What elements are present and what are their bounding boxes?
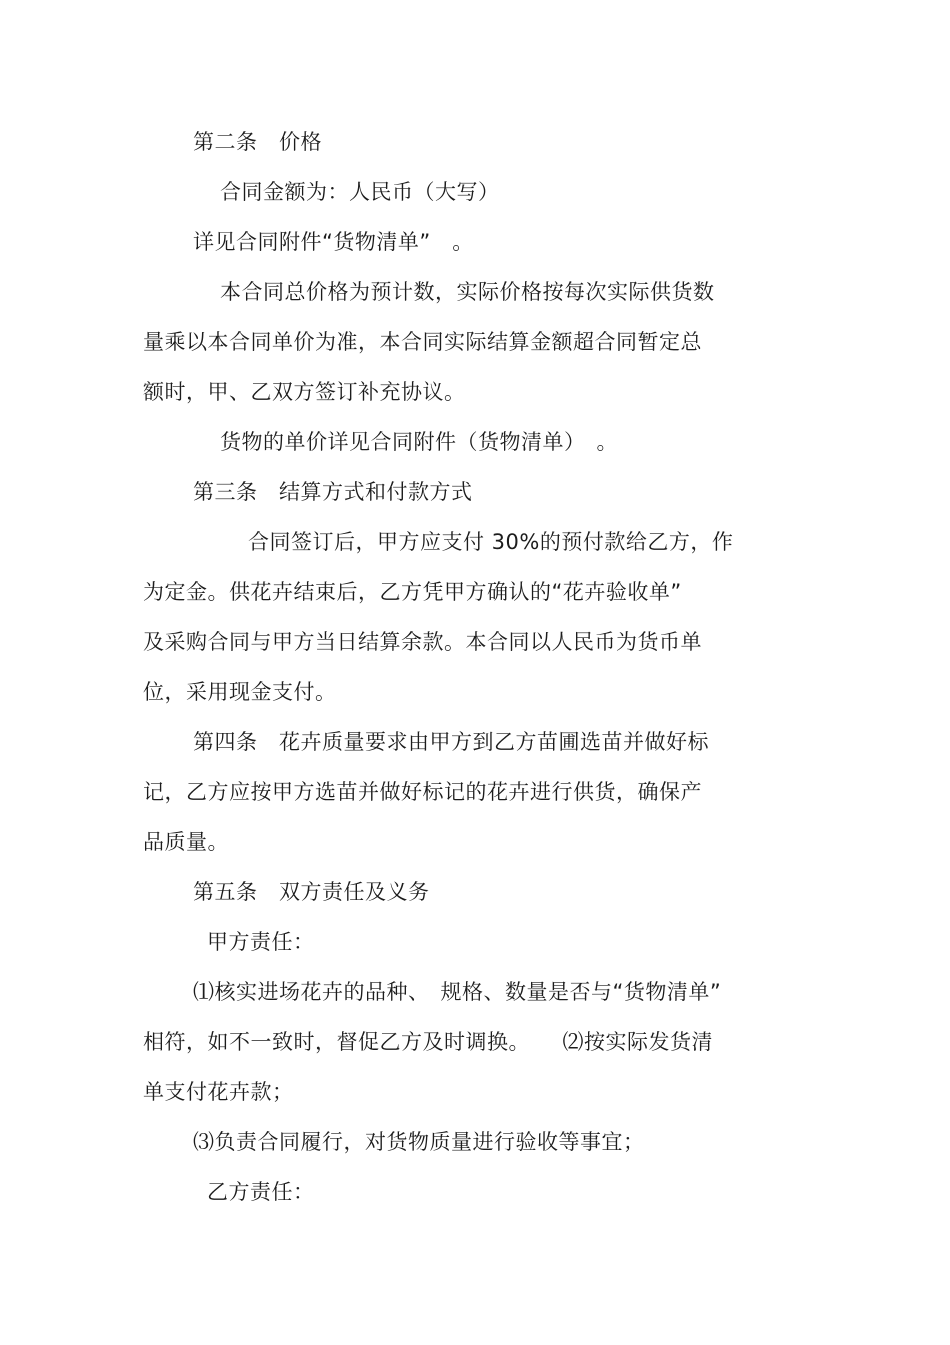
total-price-line-3: 额时，甲、乙双方签订补充协议。 bbox=[143, 380, 466, 404]
article-4-line-3: 品质量。 bbox=[143, 830, 229, 854]
article-4-line-1: 第四条 花卉质量要求由甲方到乙方苗圃选苗并做好标 bbox=[193, 730, 709, 754]
see-attachment-line: 详见合同附件“货物清单” 。 bbox=[193, 230, 474, 254]
total-price-line-1: 本合同总价格为预计数，实际价格按每次实际供货数 bbox=[220, 280, 715, 304]
payment-line-2: 为定金。供花卉结束后，乙方凭甲方确认的“花卉验收单” bbox=[143, 580, 682, 604]
party-a-item-2-line-2: 单支付花卉款； bbox=[143, 1080, 294, 1104]
payment-line-1: 合同签订后，甲方应支付 30%的预付款给乙方，作 bbox=[248, 530, 734, 554]
party-a-duties-heading: 甲方责任： bbox=[207, 930, 315, 954]
payment-line-3: 及采购合同与甲方当日结算余款。本合同以人民币为货币单 bbox=[143, 630, 702, 654]
contract-amount-line: 合同金额为：人民币（大写） bbox=[220, 180, 500, 204]
article-2-heading: 第二条 价格 bbox=[193, 130, 322, 154]
total-price-line-2: 量乘以本合同单价为准，本合同实际结算金额超合同暂定总 bbox=[143, 330, 702, 354]
article-5-heading: 第五条 双方责任及义务 bbox=[193, 880, 430, 904]
party-a-item-1-line-2: 相符，如不一致时，督促乙方及时调换。 ⑵按实际发货清 bbox=[143, 1030, 713, 1054]
party-a-item-1-line-1: ⑴核实进场花卉的品种、 规格、数量是否与“货物清单” bbox=[193, 980, 722, 1004]
article-4-line-2: 记，乙方应按甲方选苗并做好标记的花卉进行供货，确保产 bbox=[143, 780, 702, 804]
party-a-item-3: ⑶负责合同履行，对货物质量进行验收等事宜； bbox=[193, 1130, 645, 1154]
payment-line-4: 位，采用现金支付。 bbox=[143, 680, 337, 704]
article-3-heading: 第三条 结算方式和付款方式 bbox=[193, 480, 473, 504]
party-b-duties-heading: 乙方责任： bbox=[207, 1180, 315, 1204]
unit-price-line: 货物的单价详见合同附件（货物清单） 。 bbox=[220, 430, 618, 454]
